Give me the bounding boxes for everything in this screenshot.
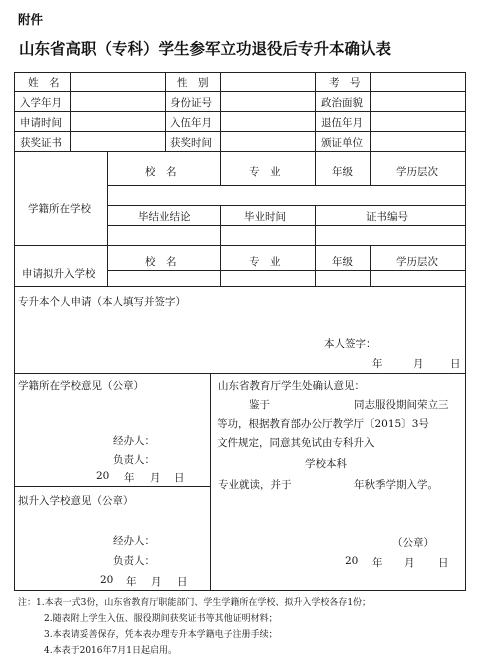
note-3: 3.本表请妥善保存，凭本表办理专升本学籍电子注册手续；: [44, 630, 278, 640]
edu-dept-seal: （公章）: [392, 537, 434, 549]
page-title: 山东省高职（专科）学生参军立功退役后专升本确认表: [19, 40, 392, 58]
id-number-label: 身份证号: [170, 97, 212, 109]
personal-signature-label: 本人签字：: [324, 338, 377, 350]
school-level-header: 学历层次: [396, 166, 438, 178]
apply-time-field[interactable]: [71, 112, 165, 131]
name-label: 姓 名: [28, 77, 60, 89]
school-grade-header: 年级: [332, 166, 353, 178]
political-status-field[interactable]: [371, 92, 465, 111]
enlist-date-field[interactable]: [221, 112, 315, 131]
award-time-label: 获奖时间: [170, 137, 212, 149]
target-school-label: 申请拟升入学校: [22, 268, 96, 280]
issuer-label: 颁证单位: [321, 137, 363, 149]
edu-dept-opinion-label: 山东省教育厅学生处确认意见：: [218, 380, 365, 392]
note-2: 2.随表附上学生入伍、服役期间获奖证书等其他证明材料；: [44, 614, 278, 624]
award-certificate-label: 获奖证书: [20, 137, 62, 149]
enlist-date-label: 入伍年月: [170, 117, 212, 129]
exam-number-field[interactable]: [371, 72, 465, 91]
gender-label: 性 别: [177, 77, 209, 89]
school-date-century: 20: [96, 470, 110, 482]
school-date-month: 月: [150, 472, 161, 484]
target-date-century: 20: [100, 574, 114, 586]
target-handler-label: 经办人：: [113, 535, 155, 547]
school-name-header: 校 名: [145, 166, 177, 178]
note-1: 注：1.本表一式3份，山东省教育厅职能部门、学生学籍所在学校、拟升入学校各存1份；: [18, 598, 372, 608]
school-date-year: 年: [124, 472, 135, 484]
award-certificate-field[interactable]: [71, 132, 165, 151]
certificate-number-header: 证书编号: [366, 211, 408, 223]
graduation-conclusion-header: 毕结业结论: [138, 211, 191, 223]
edu-dept-text-3: 文件规定，同意其免试由专科升入: [217, 437, 375, 449]
enroll-date-field[interactable]: [71, 92, 165, 111]
award-time-field[interactable]: [221, 132, 315, 151]
personal-application-label: 专升本个人申请（本人填写并签字）: [18, 296, 186, 308]
graduation-time-header: 毕业时间: [244, 211, 286, 223]
retire-date-field[interactable]: [371, 112, 465, 131]
political-status-label: 政治面貌: [321, 97, 363, 109]
retire-date-label: 退伍年月: [321, 117, 363, 129]
target-level-header: 学历层次: [396, 256, 438, 268]
personal-date-year: 年: [372, 358, 383, 370]
target-name-header: 校 名: [145, 256, 177, 268]
edu-dept-text-5b: 年秋季学期入学。: [354, 479, 438, 491]
target-grade-header: 年级: [332, 256, 353, 268]
target-leader-label: 负责人：: [113, 555, 155, 567]
edu-date-year: 年: [372, 557, 383, 569]
school-leader-label: 负责人：: [113, 454, 155, 466]
edu-date-century: 20: [345, 555, 359, 567]
enroll-date-label: 入学年月: [20, 97, 62, 109]
edu-dept-text-4: 学校本科: [305, 458, 347, 470]
gender-field[interactable]: [221, 72, 315, 91]
personal-date-day: 日: [450, 358, 461, 370]
target-date-year: 年: [126, 576, 137, 588]
school-opinion-label: 学籍所在学校意见（公章）: [18, 380, 144, 392]
name-field[interactable]: [71, 72, 165, 91]
exam-number-label: 考 号: [329, 77, 361, 89]
target-major-header: 专 业: [249, 256, 281, 268]
apply-time-label: 申请时间: [20, 117, 62, 129]
edu-dept-text-5a: 专业就读，并于: [218, 479, 292, 491]
target-date-month: 月: [151, 576, 162, 588]
note-4: 4.本表于2016年7月1日起启用。: [44, 646, 177, 656]
school-handler-label: 经办人：: [113, 435, 155, 447]
school-major-header: 专 业: [249, 166, 281, 178]
personal-date-month: 月: [413, 358, 424, 370]
id-number-field[interactable]: [221, 92, 315, 111]
edu-date-month: 月: [404, 557, 415, 569]
school-date-day: 日: [174, 472, 185, 484]
edu-date-day: 日: [438, 557, 449, 569]
attachment-label: 附件: [18, 12, 44, 27]
edu-dept-text-2: 等功，根据教育部办公厅教学厅〔2015〕3号: [217, 418, 429, 430]
target-date-day: 日: [177, 576, 188, 588]
edu-dept-text-1b: 同志服役期间荣立三: [354, 399, 449, 411]
edu-dept-text-1a: 鉴于: [249, 399, 270, 411]
issuer-field[interactable]: [371, 132, 465, 151]
target-opinion-label: 拟升入学校意见（公章）: [18, 495, 134, 507]
school-of-record-label: 学籍所在学校: [28, 203, 91, 215]
